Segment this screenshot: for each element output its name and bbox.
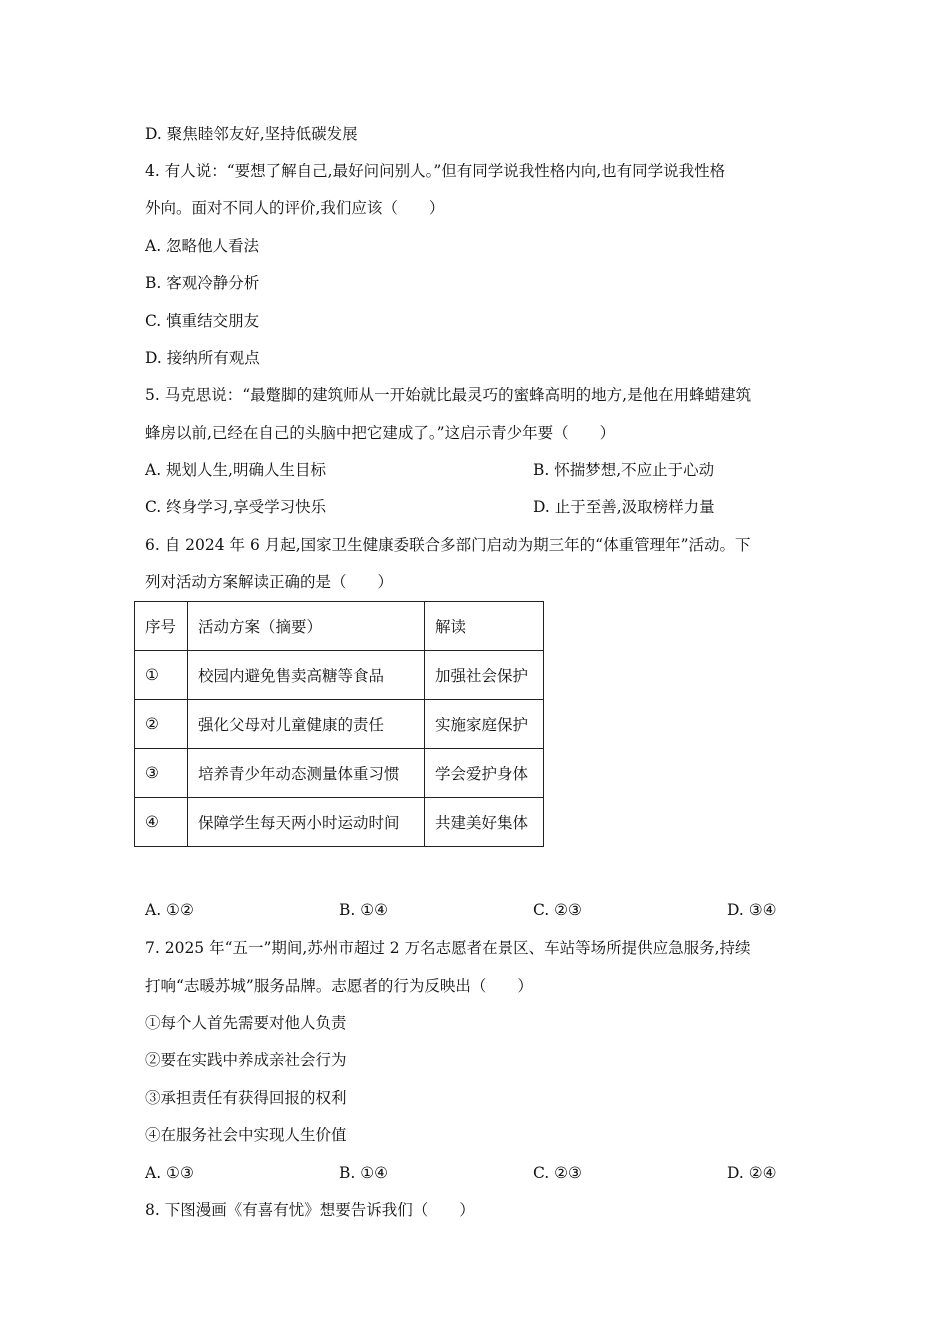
q7-option-b: B. ①④ — [339, 1164, 389, 1182]
q7-stem-line2: 打响“志暖苏城”服务品牌。志愿者的行为反映出（ ） — [145, 977, 533, 995]
q6-stem-line2: 列对活动方案解读正确的是（ ） — [145, 573, 394, 591]
table-cell: ② — [135, 700, 188, 749]
q7-option-d: D. ②④ — [727, 1164, 777, 1182]
table-cell: 校园内避免售卖高糖等食品 — [188, 651, 425, 700]
q5-option-d: D. 止于至善,汲取榜样力量 — [533, 498, 715, 516]
header-cell: 解读 — [425, 602, 544, 651]
table-row — [135, 651, 544, 700]
q5-option-a: A. 规划人生,明确人生目标 — [145, 461, 326, 479]
q4-option-c: C. 慎重结交朋友 — [145, 312, 260, 330]
table-header-row — [135, 602, 544, 651]
q5-option-b: B. 怀揣梦想,不应止于心动 — [533, 461, 715, 479]
q6-option-b: B. ①④ — [339, 901, 389, 919]
table-cell: 学会爱护身体 — [425, 749, 544, 798]
q7-statement-4: ④在服务社会中实现人生价值 — [145, 1126, 347, 1144]
table-cell: 共建美好集体 — [425, 798, 544, 847]
q4-stem-line2: 外向。面对不同人的评价,我们应该（ ） — [145, 199, 445, 217]
table-cell: 加强社会保护 — [425, 651, 544, 700]
q6-option-d: D. ③④ — [727, 901, 777, 919]
q4-option-d: D. 接纳所有观点 — [145, 349, 260, 367]
q7-statement-2: ②要在实践中养成亲社会行为 — [145, 1051, 347, 1069]
table-cell: 培养青少年动态测量体重习惯 — [188, 749, 425, 798]
table-cell: 强化父母对儿童健康的责任 — [188, 700, 425, 749]
q6-option-c: C. ②③ — [533, 901, 582, 919]
q3-option-d: D. 聚焦睦邻友好,坚持低碳发展 — [145, 125, 358, 143]
table-cell: ③ — [135, 749, 188, 798]
q7-stem-line1: 7. 2025 年“五一”期间,苏州市超过 2 万名志愿者在景区、车站等场所提供应急服务,持续 — [145, 939, 751, 957]
table-cell: ④ — [135, 798, 188, 847]
q6-option-a: A. ①② — [145, 901, 194, 919]
q5-stem-line2: 蜂房以前,已经在自己的头脑中把它建成了。”这启示青少年要（ ） — [145, 424, 616, 442]
q4-option-b: B. 客观冷静分析 — [145, 274, 260, 292]
activity-scheme-table — [134, 601, 544, 847]
q7-statement-1: ①每个人首先需要对他人负责 — [145, 1014, 347, 1032]
table-cell: ① — [135, 651, 188, 700]
table-cell: 实施家庭保护 — [425, 700, 544, 749]
q4-stem-line1: 4. 有人说：“要想了解自己,最好问问别人。”但有同学说我性格内向,也有同学说我性格 — [145, 162, 726, 180]
table-row — [135, 749, 544, 798]
q4-option-a: A. 忽略他人看法 — [145, 237, 260, 255]
header-cell: 序号 — [135, 602, 188, 651]
q7-statement-3: ③承担责任有获得回报的权利 — [145, 1089, 347, 1107]
q5-option-c: C. 终身学习,享受学习快乐 — [145, 498, 327, 516]
q6-stem-line1: 6. 自 2024 年 6 月起,国家卫生健康委联合多部门启动为期三年的“体重管理年”活动。下 — [145, 536, 751, 554]
q5-stem-line1: 5. 马克思说：“最蹩脚的建筑师从一开始就比最灵巧的蜜蜂高明的地方,是他在用蜂蜡建筑 — [145, 386, 752, 404]
table-row — [135, 700, 544, 749]
q7-option-c: C. ②③ — [533, 1164, 582, 1182]
table-cell: 保障学生每天两小时运动时间 — [188, 798, 425, 847]
header-cell: 活动方案（摘要） — [188, 602, 425, 651]
table-row — [135, 798, 544, 847]
q7-option-a: A. ①③ — [145, 1164, 194, 1182]
q8-stem-line1: 8. 下图漫画《有喜有忧》想要告诉我们（ ） — [145, 1201, 475, 1219]
